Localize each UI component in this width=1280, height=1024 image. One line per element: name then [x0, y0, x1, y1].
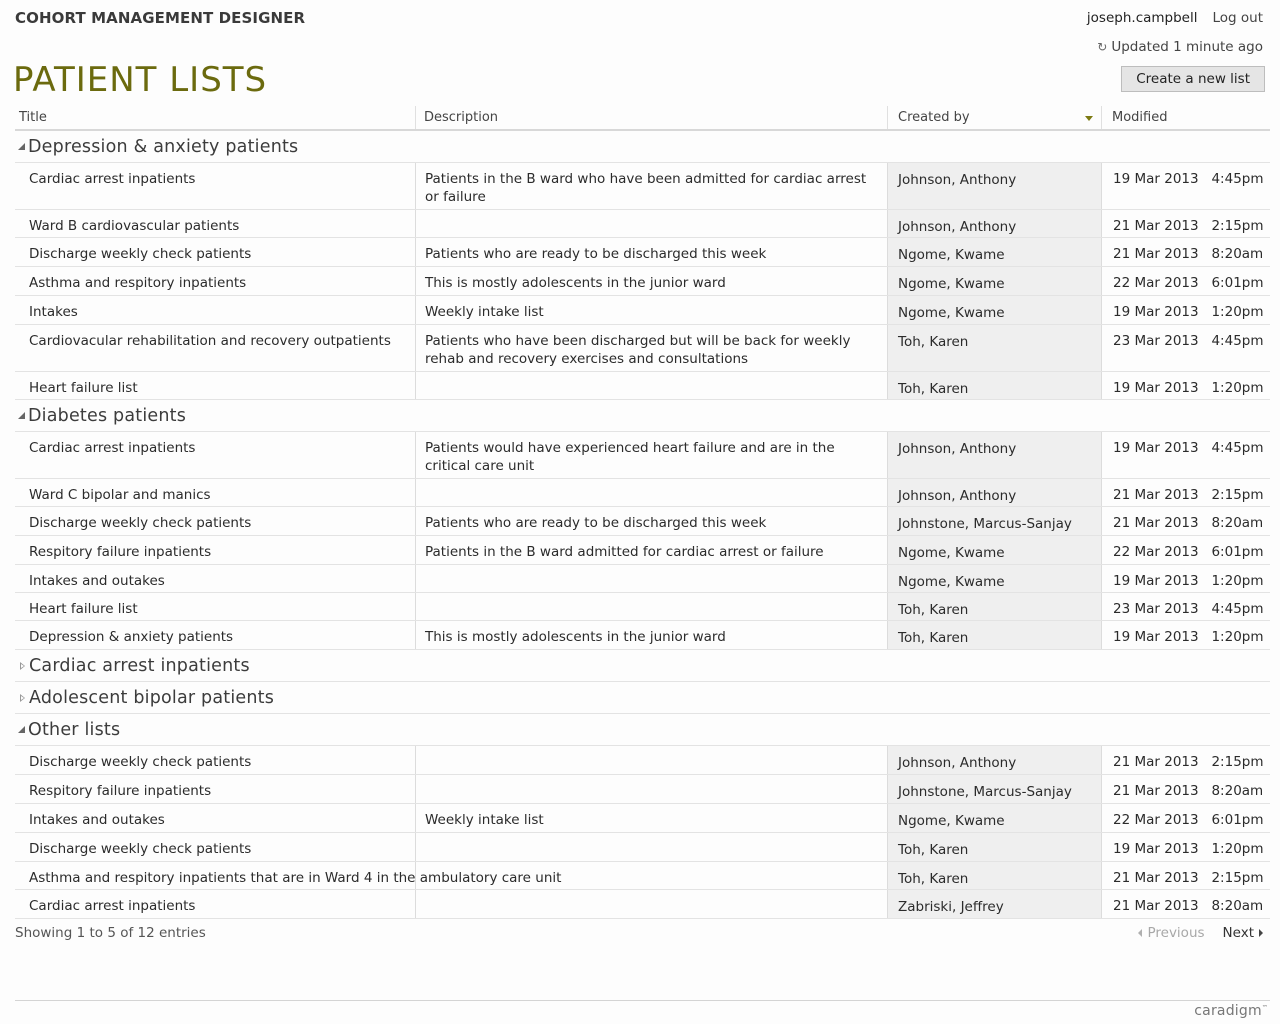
- table-header: [15, 106, 1270, 131]
- row-modified: 23 Mar 2013 4:45pm: [1113, 333, 1264, 349]
- row-description: [416, 890, 888, 918]
- next-label: Next: [1222, 925, 1254, 941]
- chevron-right-icon: [1259, 929, 1263, 937]
- row-description: [416, 565, 888, 592]
- entries-info: Showing 1 to 5 of 12 entries: [15, 925, 206, 941]
- row-description: [416, 210, 888, 237]
- row-description: This is mostly adolescents in the junior ward: [416, 267, 888, 295]
- page-title: PATIENT LISTS: [13, 60, 268, 100]
- row-title: Discharge weekly check patients: [15, 833, 416, 861]
- group-header[interactable]: [15, 131, 1270, 163]
- column-title[interactable]: Title: [15, 106, 416, 129]
- row-modified: 19 Mar 2013 1:20pm: [1113, 629, 1264, 645]
- row-created-by: Toh, Karen: [888, 621, 1102, 649]
- group-label: Depression & anxiety patients: [28, 136, 299, 157]
- logout-link[interactable]: Log out: [1212, 10, 1263, 26]
- row-description: [416, 833, 888, 861]
- row-title: Discharge weekly check patients: [15, 238, 416, 266]
- row-created-by: Ngome, Kwame: [888, 296, 1102, 324]
- brand-text: caradigm: [1194, 1003, 1262, 1019]
- pagination: [1138, 925, 1263, 941]
- row-modified: 22 Mar 2013 6:01pm: [1113, 812, 1264, 828]
- group-header[interactable]: [15, 650, 1270, 682]
- row-created-by: Ngome, Kwame: [888, 565, 1102, 592]
- row-description: Patients who are ready to be discharged this week: [416, 238, 888, 266]
- row-modified: 21 Mar 2013 2:15pm: [1113, 870, 1264, 886]
- table-row[interactable]: [15, 507, 1270, 536]
- table-row[interactable]: [15, 238, 1270, 267]
- row-description: [416, 862, 888, 889]
- row-description: Weekly intake list: [416, 296, 888, 324]
- row-title: Discharge weekly check patients: [15, 507, 416, 535]
- next-button[interactable]: [1223, 925, 1263, 941]
- row-description: Patients would have experienced heart failure and are in the critical care unit: [416, 432, 888, 478]
- updated-status: [1097, 39, 1263, 55]
- row-title: Depression & anxiety patients: [15, 621, 416, 649]
- table-row[interactable]: [15, 325, 1270, 372]
- row-created-by: Johnson, Anthony: [888, 210, 1102, 237]
- expanded-triangle-icon[interactable]: [18, 143, 25, 150]
- table-row[interactable]: [15, 621, 1270, 650]
- row-title: Respitory failure inpatients: [15, 775, 416, 803]
- sort-desc-icon[interactable]: [1085, 116, 1093, 121]
- previous-label: Previous: [1147, 925, 1205, 941]
- row-modified: 22 Mar 2013 6:01pm: [1113, 275, 1264, 291]
- row-created-by: Toh, Karen: [888, 593, 1102, 620]
- row-title: Ward C bipolar and manics: [15, 479, 416, 506]
- row-description: [416, 746, 888, 774]
- row-title: Discharge weekly check patients: [15, 746, 416, 774]
- row-created-by: Zabriski, Jeffrey: [888, 890, 1102, 918]
- chevron-left-icon: [1138, 929, 1142, 937]
- row-modified: 19 Mar 2013 1:20pm: [1113, 841, 1264, 857]
- column-created-by-label: Created by: [898, 110, 970, 125]
- previous-button[interactable]: [1138, 925, 1204, 941]
- row-title: Cardiac arrest inpatients: [15, 432, 416, 478]
- row-description: This is mostly adolescents in the junior ward: [416, 621, 888, 649]
- row-title: Heart failure list: [15, 593, 416, 620]
- row-description: [416, 479, 888, 506]
- create-list-button[interactable]: Create a new list: [1121, 66, 1265, 92]
- row-description: Patients in the B ward who have been admitted for cardiac arrest or failure: [416, 163, 888, 209]
- table-row[interactable]: [15, 479, 1270, 507]
- row-modified: 19 Mar 2013 4:45pm: [1113, 440, 1264, 456]
- table-row[interactable]: [15, 804, 1270, 833]
- row-created-by: Toh, Karen: [888, 325, 1102, 371]
- row-created-by: Toh, Karen: [888, 372, 1102, 399]
- row-modified: 19 Mar 2013 1:20pm: [1113, 380, 1264, 396]
- table-row[interactable]: [15, 210, 1270, 238]
- row-title: Intakes and outakes: [15, 804, 416, 832]
- row-created-by: Toh, Karen: [888, 862, 1102, 889]
- row-created-by: Ngome, Kwame: [888, 536, 1102, 564]
- patient-lists-table: [15, 106, 1270, 919]
- row-created-by: Johnstone, Marcus-Sanjay: [888, 507, 1102, 535]
- row-created-by: Johnstone, Marcus-Sanjay: [888, 775, 1102, 803]
- row-modified: 21 Mar 2013 2:15pm: [1113, 754, 1264, 770]
- column-description[interactable]: Description: [416, 106, 888, 129]
- row-created-by: Johnson, Anthony: [888, 746, 1102, 774]
- group-label: Adolescent bipolar patients: [29, 687, 275, 708]
- table-row[interactable]: [15, 890, 1270, 919]
- group-label: Cardiac arrest inpatients: [29, 655, 250, 676]
- group-label: Other lists: [28, 719, 121, 740]
- group-header[interactable]: [15, 682, 1270, 714]
- expanded-triangle-icon[interactable]: [18, 726, 25, 733]
- username[interactable]: joseph.campbell: [1086, 10, 1198, 26]
- row-modified: 21 Mar 2013 8:20am: [1113, 246, 1264, 262]
- row-description: Patients who are ready to be discharged this week: [416, 507, 888, 535]
- row-modified: 21 Mar 2013 2:15pm: [1113, 487, 1264, 503]
- row-description: Weekly intake list: [416, 804, 888, 832]
- row-description: [416, 372, 888, 399]
- row-title: Heart failure list: [15, 372, 416, 399]
- row-description: Patients in the B ward admitted for cardiac arrest or failure: [416, 536, 888, 564]
- group-label: Diabetes patients: [28, 405, 187, 426]
- row-created-by: Ngome, Kwame: [888, 238, 1102, 266]
- row-created-by: Ngome, Kwame: [888, 267, 1102, 295]
- table-row[interactable]: [15, 372, 1270, 400]
- brand-logo: [1194, 1003, 1268, 1019]
- table-row[interactable]: [15, 432, 1270, 479]
- row-title: Cardiac arrest inpatients: [15, 163, 416, 209]
- row-created-by: Ngome, Kwame: [888, 804, 1102, 832]
- row-modified: 23 Mar 2013 4:45pm: [1113, 601, 1264, 617]
- row-title: Intakes and outakes: [15, 565, 416, 592]
- refresh-icon[interactable]: ↻: [1097, 40, 1108, 54]
- footer-divider: [15, 1000, 1270, 1001]
- row-title: Asthma and respitory inpatients: [15, 267, 416, 295]
- row-title: Ward B cardiovascular patients: [15, 210, 416, 237]
- row-created-by: Toh, Karen: [888, 833, 1102, 861]
- row-created-by: Johnson, Anthony: [888, 163, 1102, 209]
- row-description: Patients who have been discharged but will be back for weekly rehab and recovery exercises and consultations: [416, 325, 888, 371]
- row-modified: 19 Mar 2013 1:20pm: [1113, 573, 1264, 589]
- group-header[interactable]: [15, 714, 1270, 746]
- table-row[interactable]: [15, 862, 1270, 890]
- app-title: COHORT MANAGEMENT DESIGNER: [15, 9, 306, 27]
- updated-text: Updated 1 minute ago: [1111, 39, 1263, 55]
- row-title: Respitory failure inpatients: [15, 536, 416, 564]
- row-title: Cardiovacular rehabilitation and recovery outpatients: [15, 325, 416, 371]
- row-created-by: Johnson, Anthony: [888, 479, 1102, 506]
- row-modified: 19 Mar 2013 1:20pm: [1113, 304, 1264, 320]
- collapsed-triangle-icon[interactable]: [20, 694, 25, 702]
- table-row[interactable]: [15, 267, 1270, 296]
- expanded-triangle-icon[interactable]: [18, 412, 25, 419]
- table-row[interactable]: [15, 775, 1270, 804]
- row-title: Intakes: [15, 296, 416, 324]
- row-modified: 21 Mar 2013 2:15pm: [1113, 218, 1264, 234]
- table-row[interactable]: [15, 746, 1270, 775]
- row-description: [416, 593, 888, 620]
- row-title: Cardiac arrest inpatients: [15, 890, 416, 918]
- row-modified: 19 Mar 2013 4:45pm: [1113, 171, 1264, 187]
- row-modified: 21 Mar 2013 8:20am: [1113, 783, 1264, 799]
- table-body: [15, 131, 1270, 919]
- table-row[interactable]: [15, 565, 1270, 593]
- row-modified: 21 Mar 2013 8:20am: [1113, 515, 1264, 531]
- row-modified: 22 Mar 2013 6:01pm: [1113, 544, 1264, 560]
- trademark: ™: [1261, 1004, 1268, 1012]
- column-modified[interactable]: Modified: [1112, 110, 1168, 125]
- row-title: Asthma and respitory inpatients that are in Ward 4 in the ambulatory care unit: [15, 862, 416, 889]
- table-row[interactable]: [15, 296, 1270, 325]
- table-row[interactable]: [15, 833, 1270, 862]
- table-row[interactable]: [15, 163, 1270, 210]
- user-area: [1087, 10, 1263, 26]
- row-created-by: Johnson, Anthony: [888, 432, 1102, 478]
- column-created-by[interactable]: [888, 106, 1102, 129]
- row-description: [416, 775, 888, 803]
- table-row[interactable]: [15, 536, 1270, 565]
- table-row[interactable]: [15, 593, 1270, 621]
- group-header[interactable]: [15, 400, 1270, 432]
- row-modified: 21 Mar 2013 8:20am: [1113, 898, 1264, 914]
- collapsed-triangle-icon[interactable]: [20, 662, 25, 670]
